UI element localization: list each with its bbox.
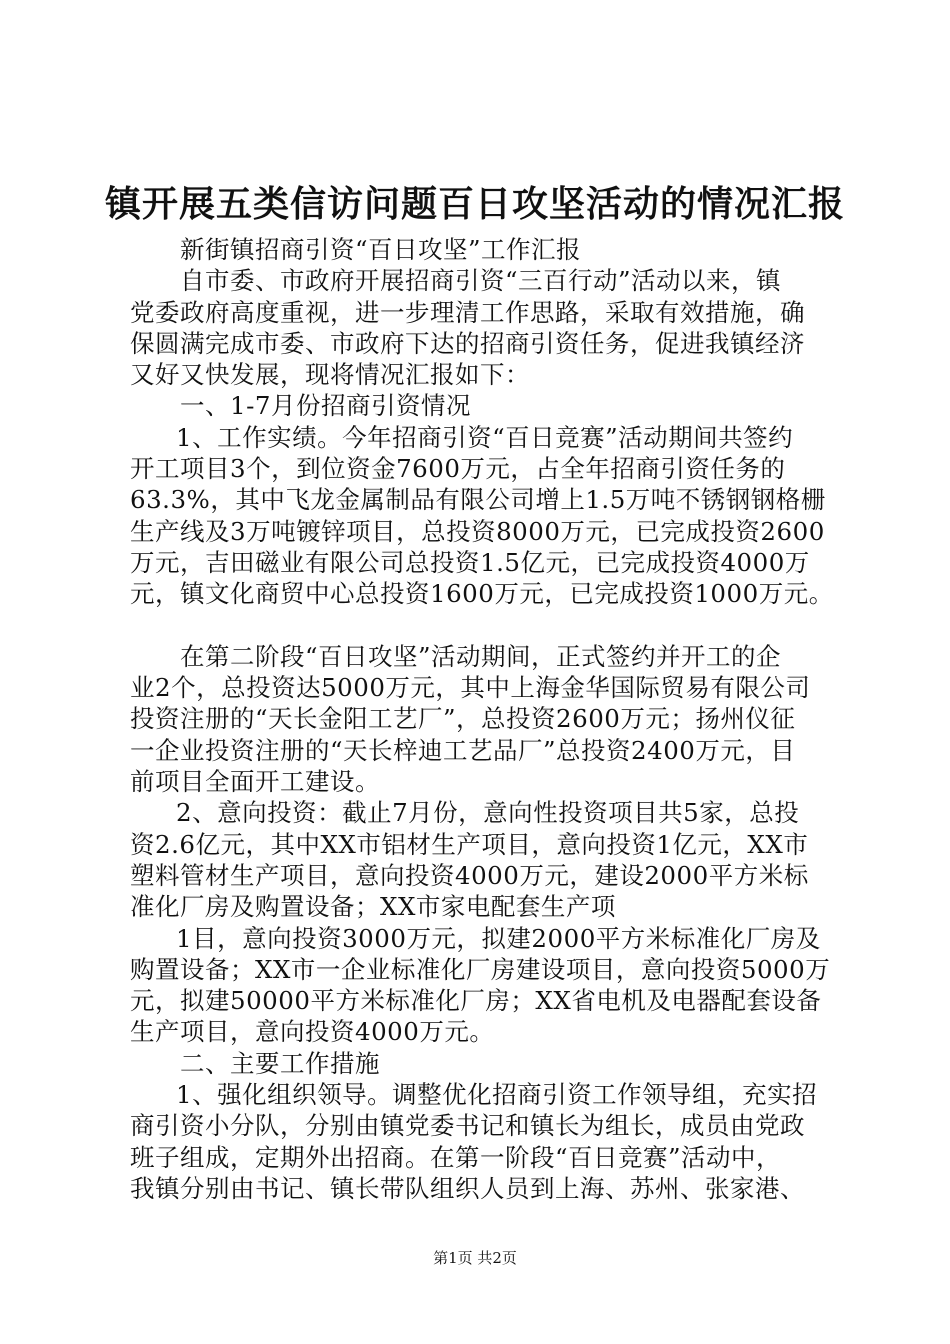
text-line: 1目，意向投资3000万元，拟建2000平方米标准化厂房及: [176, 923, 821, 953]
text-line: 新街镇招商引资“百日攻坚”工作汇报: [180, 235, 582, 264]
page-footer: 第1页 共2页: [433, 1249, 517, 1267]
text-line: 投资注册的“天长金阳工艺厂”，总投资2600万元；扬州仪征: [130, 704, 796, 734]
text-line: 商引资小分队，分别由镇党委书记和镇长为组长，成员由党政: [130, 1111, 805, 1141]
document-title: 镇开展五类信访问题百日攻坚活动的情况汇报: [104, 183, 845, 225]
text-line: 资2.6亿元，其中XX市铝材生产项目，意向投资1亿元，XX市: [130, 829, 809, 859]
text-line: 塑料管材生产项目，意向投资4000万元，建设2000平方米标: [130, 860, 809, 890]
text-line: 在第二阶段“百日攻坚”活动期间，正式签约并开工的企: [180, 641, 782, 671]
text-line: 前项目全面开工建设。: [130, 767, 380, 797]
text-line: 元，拟建50000平方米标准化厂房；XX省电机及电器配套设备: [130, 986, 822, 1016]
text-line: 万元，吉田磁业有限公司总投资1.5亿元，已完成投资4000万: [130, 547, 810, 577]
text-line: 一、1-7月份招商引资情况: [180, 391, 471, 421]
text-line: 一企业投资注册的“天长梓迪工艺品厂”总投资2400万元，目: [130, 735, 796, 765]
text-line: 1、工作实绩。今年招商引资“百日竞赛”活动期间共签约: [176, 422, 794, 452]
document-body: [130, 234, 846, 1204]
paragraph-spacer: [130, 610, 846, 641]
text-line: 准化厂房及购置设备；XX市家电配套生产项: [130, 892, 616, 922]
text-line: 购置设备；XX市一企业标准化厂房建设项目，意向投资5000万: [130, 954, 831, 984]
text-line: 二、主要工作措施: [180, 1048, 380, 1078]
text-line: 党委政府高度重视，进一步理清工作思路，采取有效措施，确: [130, 297, 805, 327]
text-line: 我镇分别由书记、镇长带队组织人员到上海、苏州、张家港、: [130, 1173, 805, 1203]
text-line: 2、意向投资：截止7月份，意向性投资项目共5家，总投: [176, 798, 800, 828]
text-line: 保圆满完成市委、市政府下达的招商引资任务，促进我镇经济: [130, 328, 805, 358]
text-line: 自市委、市政府开展招商引资“三百行动”活动以来，镇: [180, 266, 782, 296]
text-line: 开工项目3个，到位资金7600万元，占全年招商引资任务的: [130, 454, 786, 484]
text-line: 1、强化组织领导。调整优化招商引资工作领导组，充实招: [176, 1080, 818, 1110]
text-line: 班子组成，定期外出招商。在第一阶段“百日竞赛”活动中，: [130, 1142, 782, 1172]
text-line: 生产项目，意向投资4000万元。: [130, 1017, 495, 1047]
text-line: 又好又快发展，现将情况汇报如下：: [130, 360, 530, 390]
text-line: 元，镇文化商贸中心总投资1600万元，已完成投资1000万元。: [130, 579, 834, 609]
text-line: 业2个，总投资达5000万元，其中上海金华国际贸易有限公司: [130, 673, 811, 703]
text-line: 生产线及3万吨镀锌项目，总投资8000万元，已完成投资2600: [130, 516, 825, 546]
text-line: 63.3%，其中飞龙金属制品有限公司增上1.5万吨不锈钢钢格栅: [130, 485, 826, 515]
